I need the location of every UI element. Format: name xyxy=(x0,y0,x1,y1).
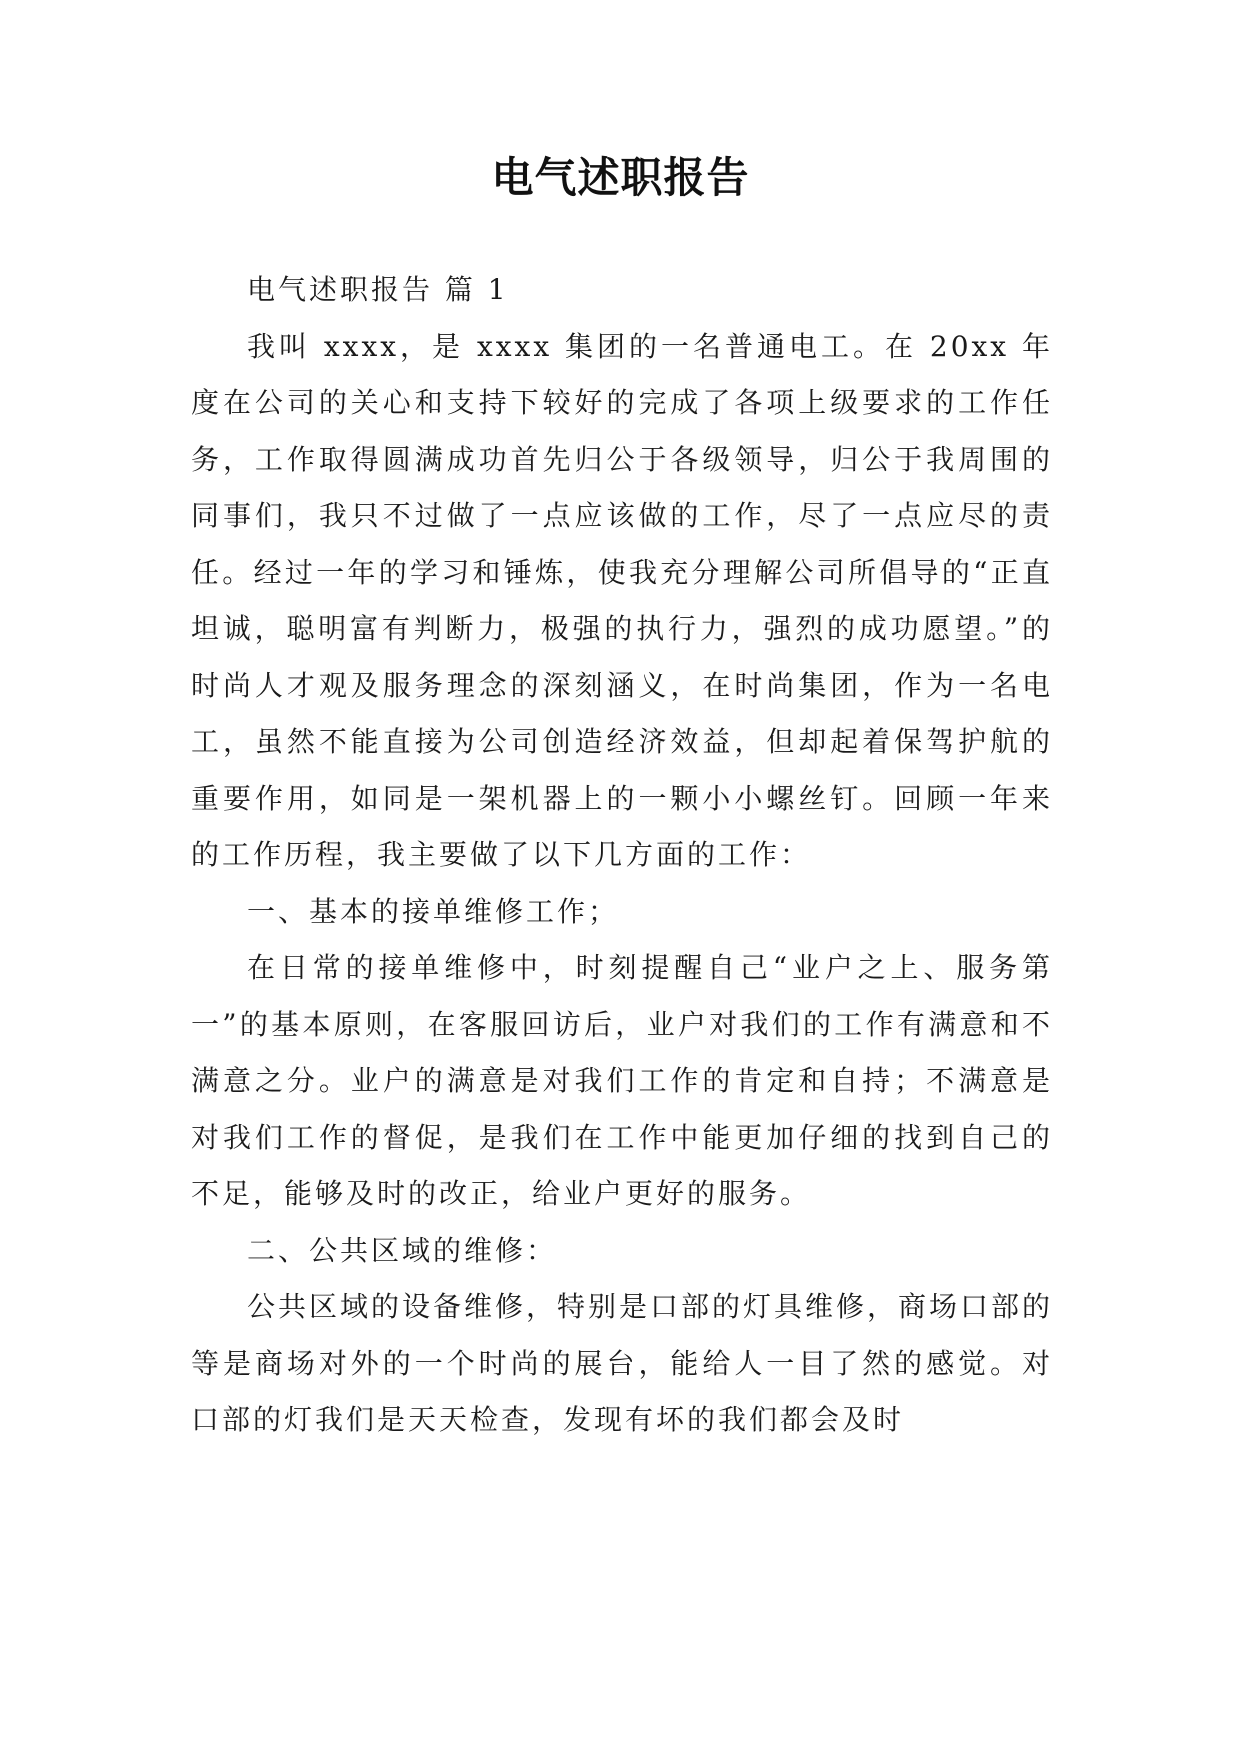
paragraph: 公共区域的设备维修，特别是口部的灯具维修，商场口部的等是商场对外的一个时尚的展台，能给人一目了然的感觉。对口部的灯我们是天天检查，发现有坏的我们都会及时 xyxy=(191,1290,1054,1436)
paragraph: 在日常的接单维修中，时刻提醒自己“业户之上、服务第一”的基本原则，在客服回访后，业户对我们的工作有满意和不满意之分。业户的满意是对我们工作的肯定和自持；不满意是对我们工作的督促，是我们在工作中能更加仔细的找到自己的不足，能够及时的改正，给业户更好的服务。 xyxy=(191,951,1053,1210)
section-heading: 电气述职报告 篇 1 xyxy=(247,273,509,306)
section-heading: 一、基本的接单维修工作； xyxy=(247,894,620,928)
document-body xyxy=(191,262,1053,1449)
section-heading: 二、公共区域的维修： xyxy=(247,1233,558,1267)
paragraph: 我叫 xxxx，是 xxxx 集团的一名普通电工。在 20xx 年度在公司的关心和支持下较好的完成了各项上级要求的工作任务，工作取得圆满成功首先归公于各级领导，归公于我周围的同事们，我只不过做了一点应该做的工作，尽了一点应尽的责任。经过一年的学习和锤炼，使我充分理解公司所倡导的“正直坦诚，聪明富有判断力，极强的执行力，强烈的成功愿望。”的时尚人才观及服务理念的深刻涵义，在时尚集团，作为一名电工，虽然不能直接为公司创造经济效益，但却起着保驾护航的重要作用，如同是一架机器上的一颗小小螺丝钉。回顾一年来的工作历程，我主要做了以下几方面的工作： xyxy=(191,329,1053,871)
document-title: 电气述职报告 xyxy=(491,153,750,202)
